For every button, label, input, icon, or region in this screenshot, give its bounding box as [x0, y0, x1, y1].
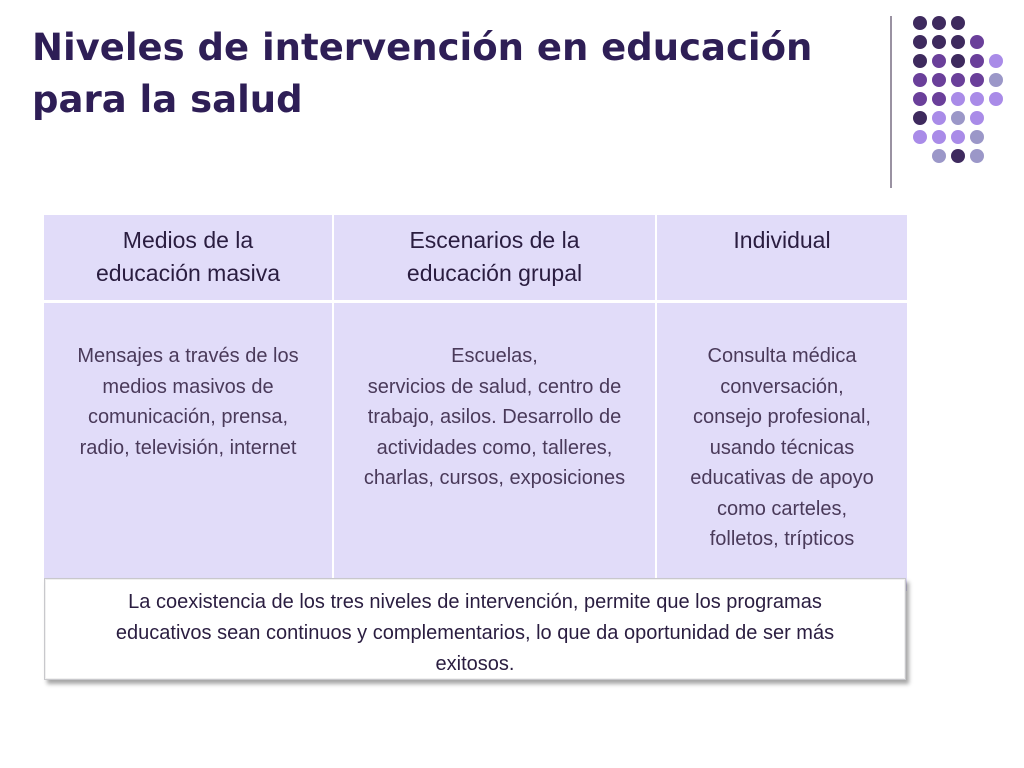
cell-line: educación grupal [406, 260, 583, 286]
cell-line: educación masiva [95, 260, 281, 286]
decorative-dot [951, 54, 965, 68]
decorative-dot [989, 54, 1003, 68]
cell-line: radio, televisión, internet [79, 436, 297, 459]
decorative-dot [951, 35, 965, 49]
cell-line: usando técnicas [709, 436, 855, 459]
decorative-dot [913, 130, 927, 144]
decorative-dot [970, 73, 984, 87]
decorative-dot [970, 130, 984, 144]
decorative-dot [913, 35, 927, 49]
decorative-dot [932, 149, 946, 163]
decorative-divider [890, 16, 892, 188]
header-group-settings [334, 215, 657, 303]
header-individual [657, 215, 907, 303]
cell-line: conversación, [720, 375, 844, 398]
decorative-dot [913, 111, 927, 125]
cell-mass-media [44, 303, 334, 591]
slide-title-line: para la salud [32, 78, 303, 121]
cell-line: trabajo, asilos. Desarrollo de [367, 406, 622, 428]
cell-line: educativas de apoyo [690, 467, 874, 489]
cell-line: Escenarios de la [409, 227, 580, 253]
decorative-dot [989, 92, 1003, 106]
header-mass-media [44, 215, 334, 303]
note-line: educativos sean continuos y complementarios, lo que da oportunidad de ser más [115, 622, 835, 644]
cell-individual [657, 303, 907, 591]
decorative-dot [970, 92, 984, 106]
decorative-dot [970, 35, 984, 49]
decorative-dot [951, 149, 965, 163]
cell-line: Escuelas, [451, 345, 538, 367]
decorative-dot [932, 73, 946, 87]
cell-line: consejo profesional, [693, 406, 871, 428]
table-header-row [44, 215, 907, 303]
cell-line: folletos, trípticos [709, 528, 855, 550]
note-line: exitosos. [435, 653, 515, 675]
decorative-dot [989, 73, 1003, 87]
decorative-dot [932, 16, 946, 30]
decorative-dot [913, 73, 927, 87]
decorative-dot [932, 130, 946, 144]
cell-line: actividades como, talleres, [376, 436, 613, 459]
cell-line: como carteles, [716, 497, 848, 520]
decorative-dot [932, 92, 946, 106]
decorative-dot [932, 35, 946, 49]
cell-group-settings [334, 303, 657, 591]
decorative-dot [913, 54, 927, 68]
decorative-dot [951, 130, 965, 144]
decorative-dot [970, 111, 984, 125]
note-line: La coexistencia de los tres niveles de intervención, permite que los programas [128, 591, 822, 613]
decorative-dot [913, 92, 927, 106]
cell-line: Individual [733, 227, 831, 253]
cell-line: Consulta médica [707, 345, 857, 367]
table-row [44, 303, 907, 591]
decorative-dot [951, 16, 965, 30]
cell-line: Mensajes a través de los [77, 345, 299, 367]
slide-title [32, 22, 872, 126]
decorative-dot [951, 92, 965, 106]
cell-line: Medios de la [122, 227, 254, 253]
cell-line: medios masivos de [102, 375, 274, 398]
cell-line: charlas, cursos, exposiciones [363, 467, 626, 489]
cell-line: comunicación, prensa, [87, 406, 289, 428]
decorative-dot [970, 149, 984, 163]
slide-title-line: Niveles de intervención en educación [32, 26, 813, 69]
decorative-dot [970, 54, 984, 68]
decorative-dot [951, 73, 965, 87]
decorative-dot [932, 111, 946, 125]
intervention-levels-table [44, 215, 907, 591]
decorative-dot [932, 54, 946, 68]
decorative-dot [951, 111, 965, 125]
summary-note-box [44, 578, 906, 680]
decorative-dot [913, 16, 927, 30]
cell-line: servicios de salud, centro de [367, 375, 622, 398]
